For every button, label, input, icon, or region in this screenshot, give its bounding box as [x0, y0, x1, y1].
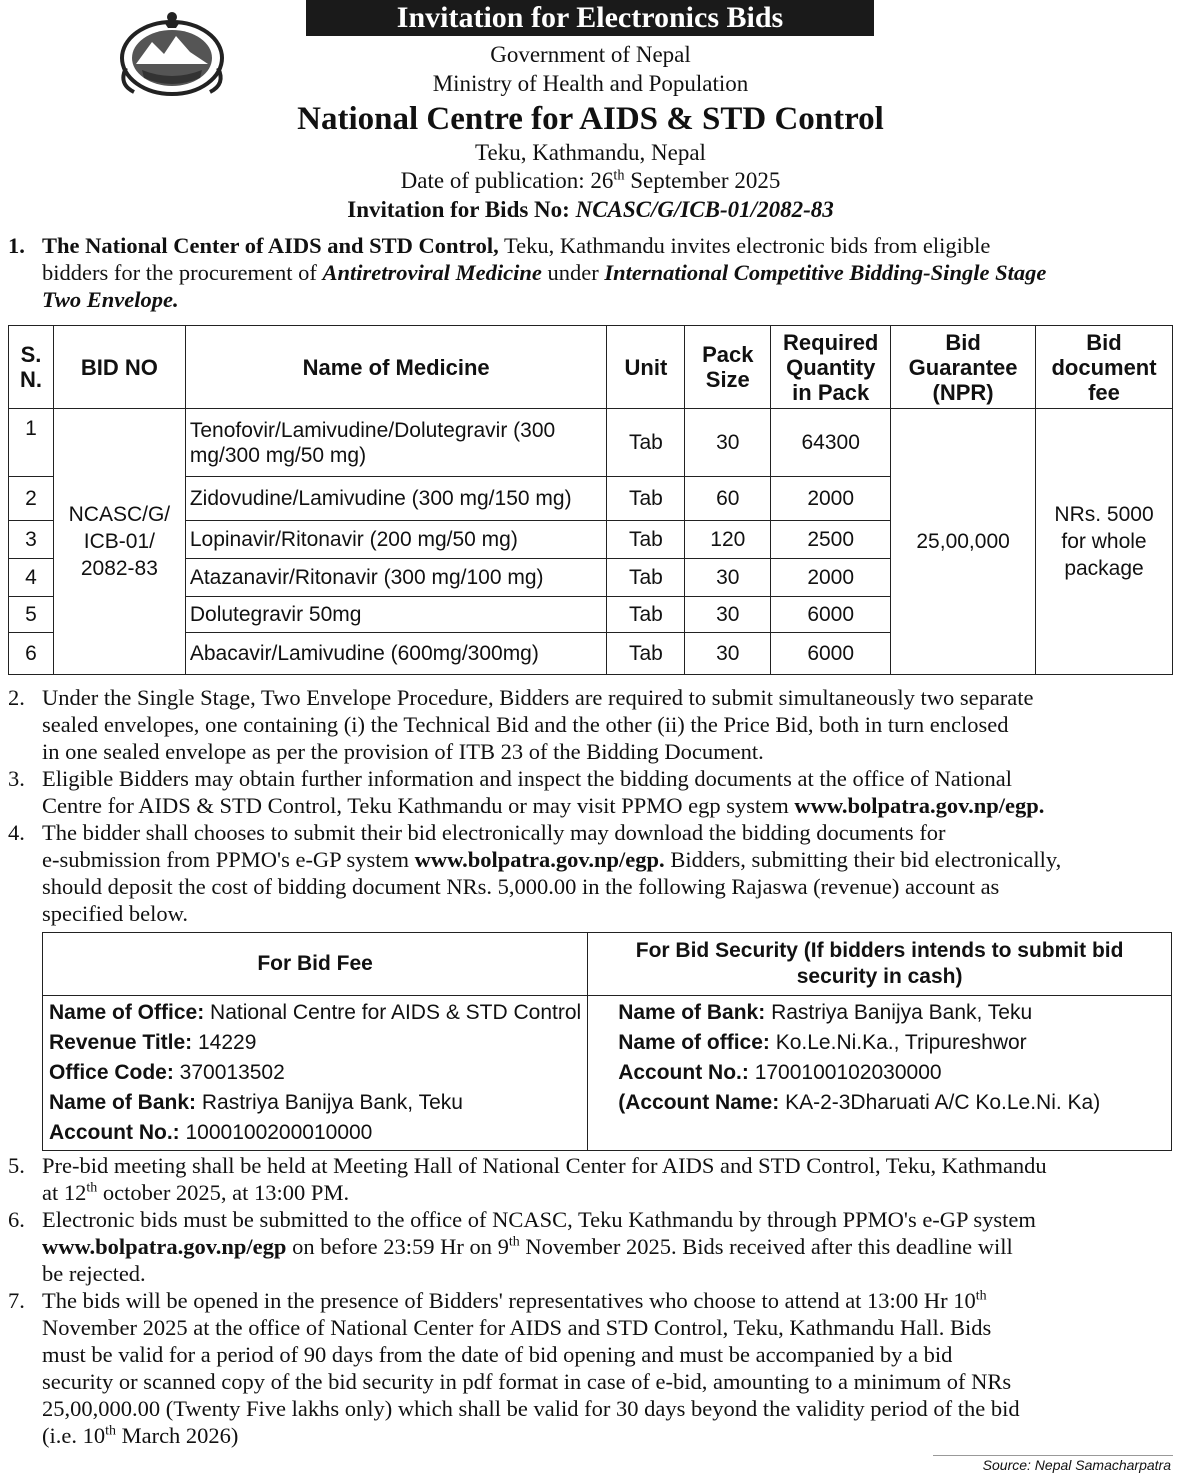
header-sn: S. N.	[9, 326, 54, 409]
cell-qty: 6000	[771, 633, 891, 675]
detail-line: Office Code: 370013502	[49, 1061, 285, 1084]
cell-pack: 30	[685, 559, 771, 597]
cell-medicine: Zidovudine/Lamivudine (300 mg/150 mg)	[185, 477, 607, 521]
detail-line: Name of Bank: Rastriya Banijya Bank, Teku	[618, 1001, 1033, 1024]
header-unit: Unit	[607, 326, 685, 409]
cell-medicine: Abacavir/Lamivudine (600mg/300mg)	[185, 633, 607, 675]
header-bid-fee: For Bid Fee	[43, 933, 588, 996]
cell-sn: 4	[9, 559, 54, 597]
cell-qty: 2500	[771, 521, 891, 559]
cell-pack: 60	[685, 477, 771, 521]
table-row	[9, 409, 1173, 477]
paragraph-1: 1. The National Center of AIDS and STD Control, Teku, Kathmandu invites electronic bids from eligible bidders for the procurement of Antiretroviral Medicine under International Competitive Bidding-Single Stage Two Envelope.	[8, 233, 1047, 312]
cell-unit: Tab	[607, 633, 685, 675]
cell-qty: 2000	[771, 477, 891, 521]
cell-pack: 120	[685, 521, 771, 559]
cell-doc-fee: NRs. 5000 for whole package	[1036, 409, 1173, 675]
paragraph-6: 6. Electronic bids must be submitted to the office of NCASC, Teku Kathmandu by through PPMO's e-GP system www.bolpatra.gov.np/egp on before 23:59 Hr on 9th November 2025. Bids received after this deadline will be rejected.	[8, 1207, 1036, 1286]
ministry-line: Ministry of Health and Population	[432, 71, 749, 96]
ifb-number: Invitation for Bids No: NCASC/G/ICB-01/2082-83	[347, 197, 834, 222]
cell-unit: Tab	[607, 477, 685, 521]
cell-unit: Tab	[607, 521, 685, 559]
account-table	[42, 932, 1172, 1151]
cell-medicine: Tenofovir/Lamivudine/Dolutegravir (300 mg/300 mg/50 mg)	[185, 409, 607, 477]
cell-unit: Tab	[607, 409, 685, 477]
location-line: Teku, Kathmandu, Nepal	[475, 140, 706, 165]
source-credit: Source: Nepal Samacharpatra	[982, 1457, 1171, 1473]
header-quantity: Required Quantity in Pack	[771, 326, 891, 409]
paragraph-4: 4. The bidder shall chooses to submit their bid electronically may download the bidding documents for e-submission from PPMO's e-GP system www.bolpatra.gov.np/egp. Bidders, submitting their bid electronically, should deposit the cost of bidding document NRs. 5,000.00 in the following Rajaswa (revenue) account as specified below.	[8, 820, 1062, 926]
cell-pack: 30	[685, 409, 771, 477]
cell-medicine: Atazanavir/Ritonavir (300 mg/100 mg)	[185, 559, 607, 597]
bid-fee-details	[43, 996, 588, 1151]
header-bid-guarantee: Bid Guarantee (NPR)	[891, 326, 1036, 409]
cell-qty: 2000	[771, 559, 891, 597]
detail-line: Name of Bank: Rastriya Banijya Bank, Teku	[49, 1091, 463, 1114]
publication-date: Date of publication: 26th September 2025	[400, 167, 781, 193]
cell-bid-no: NCASC/G/ ICB-01/ 2082-83	[53, 409, 185, 675]
paragraph-2: 2. Under the Single Stage, Two Envelope Procedure, Bidders are required to submit simultaneously two separate sealed envelopes, one containing (i) the Technical Bid and the other (ii) the Price Bid, both in turn enclosed in one sealed envelope as per the provision of ITB 23 of the Bidding Document.	[8, 685, 1034, 764]
detail-line: (Account Name: KA-2-3Dharuati A/C Ko.Le.Ni. Ka)	[618, 1091, 1101, 1114]
header-bid-no: BID NO	[53, 326, 185, 409]
cell-sn: 2	[9, 477, 54, 521]
cell-unit: Tab	[607, 559, 685, 597]
cell-pack: 30	[685, 633, 771, 675]
paragraph-5: 5. Pre-bid meeting shall be held at Meeting Hall of National Center for AIDS and STD Control, Teku, Kathmandu at 12th october 2025, at 13:00 PM.	[8, 1153, 1047, 1205]
table-header-row	[9, 326, 1173, 409]
cell-medicine: Dolutegravir 50mg	[185, 597, 607, 633]
egp-link[interactable]: www.bolpatra.gov.np/egp	[42, 1234, 287, 1259]
medicine-table	[8, 325, 1173, 675]
detail-line: Name of Office: National Centre for AIDS & STD Control	[49, 1001, 582, 1024]
account-header-row	[43, 933, 1172, 996]
cell-unit: Tab	[607, 597, 685, 633]
detail-line: Account No.: 1700100102030000	[618, 1061, 942, 1084]
detail-line: Account No.: 1000100200010000	[49, 1121, 373, 1144]
cell-bid-guarantee: 25,00,000	[891, 409, 1036, 675]
header-pack-size: Pack Size	[685, 326, 771, 409]
header-bid-security: For Bid Security (If bidders intends to submit bid security in cash)	[588, 933, 1172, 996]
organization-title: National Centre for AIDS & STD Control	[297, 101, 884, 137]
detail-line: Name of office: Ko.Le.Ni.Ka., Tripureshwor	[618, 1031, 1027, 1054]
egp-link[interactable]: www.bolpatra.gov.np/egp.	[414, 847, 665, 872]
paragraph-7: 7. The bids will be opened in the presence of Bidders' representatives who choose to attend at 13:00 Hr 10th November 2025 at the office of National Center for AIDS and STD Control, Teku, Kathmandu Hall. Bids must be valid for a period of 90 days from the date of bid opening and must be accompanied by a bid security or scanned copy of the bid security in pdf format in case of e-bid, amounting to a minimum of NRs 25,00,000.00 (Twenty Five lakhs only) which shall be valid for 30 days beyond the validity period of the bid (i.e. 10th March 2026)	[8, 1288, 1020, 1448]
paragraph-3: 3. Eligible Bidders may obtain further information and inspect the bidding documents at the office of National Centre for AIDS & STD Control, Teku Kathmandu or may visit PPMO egp system www.bolpatra.gov.np/egp.	[8, 766, 1045, 818]
cell-sn: 5	[9, 597, 54, 633]
detail-line: Revenue Title: 14229	[49, 1031, 257, 1054]
cell-qty: 64300	[771, 409, 891, 477]
account-details-row	[43, 996, 1172, 1151]
bid-security-details	[588, 996, 1172, 1151]
header-medicine: Name of Medicine	[185, 326, 607, 409]
cell-sn: 6	[9, 633, 54, 675]
cell-pack: 30	[685, 597, 771, 633]
cell-sn: 3	[9, 521, 54, 559]
egp-link[interactable]: www.bolpatra.gov.np/egp.	[794, 793, 1045, 818]
header-doc-fee: Bid document fee	[1036, 326, 1173, 409]
banner-title: Invitation for Electronics Bids	[306, 0, 874, 36]
cell-qty: 6000	[771, 597, 891, 633]
government-line: Government of Nepal	[490, 42, 691, 67]
cell-medicine: Lopinavir/Ritonavir (200 mg/50 mg)	[185, 521, 607, 559]
cell-sn: 1	[9, 409, 54, 477]
